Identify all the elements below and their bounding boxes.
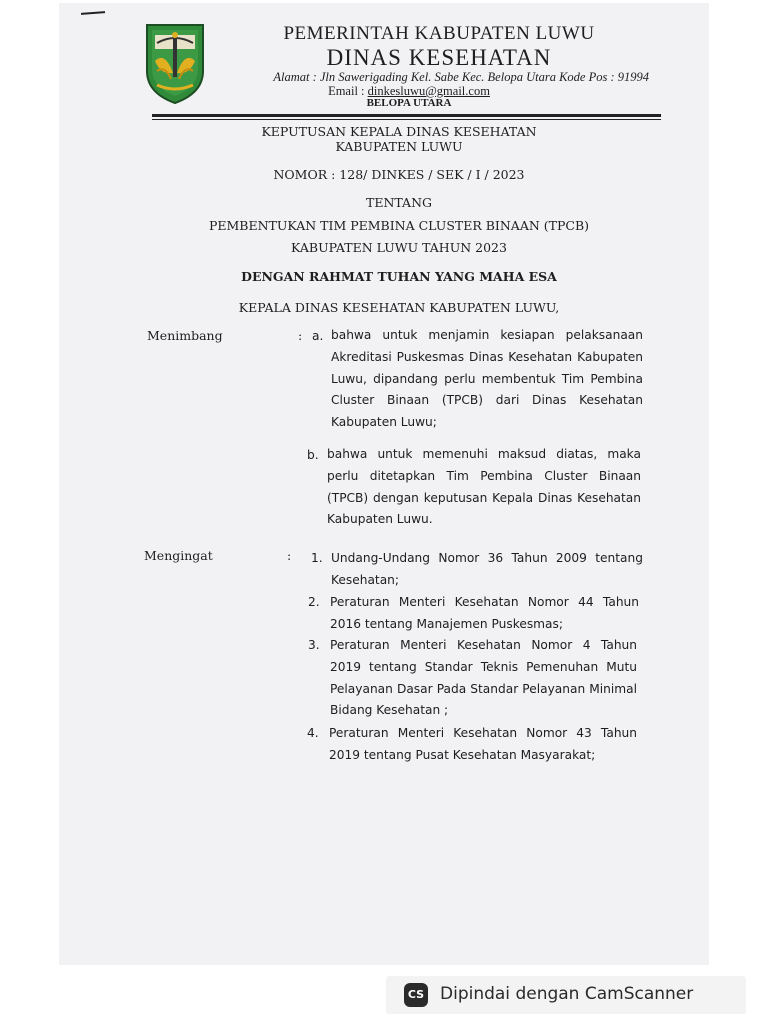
decree-number: NOMOR : 128/ DINKES / SEK / I / 2023 bbox=[273, 167, 525, 182]
list-item-marker: b. bbox=[307, 448, 319, 462]
list-item: Peraturan Menteri Kesehatan Nomor 43 Tahun 2019 tentang Pusat Kesehatan Masyarakat; bbox=[329, 726, 637, 762]
email-label: Email : bbox=[328, 84, 365, 98]
camscanner-watermark bbox=[386, 976, 746, 1014]
decree-title: KEPUTUSAN KEPALA DINAS KESEHATAN bbox=[261, 124, 537, 139]
list-item-marker: 4. bbox=[307, 726, 319, 740]
decree-title-region: KABUPATEN LUWU bbox=[335, 139, 463, 154]
list-item: Undang-Undang Nomor 36 Tahun 2009 tentang Kesehatan; bbox=[331, 551, 643, 587]
pen-mark bbox=[81, 11, 105, 15]
menimbang-label: Menimbang bbox=[147, 328, 223, 343]
office-name: DINAS KESEHATAN bbox=[326, 45, 552, 70]
decree-subject: PEMBENTUKAN TIM PEMBINA CLUSTER BINAAN (TPCB) bbox=[208, 218, 590, 233]
mengingat-label: Mengingat bbox=[144, 548, 213, 563]
office-address: Alamat : Jln Sawerigading Kel. Sabe Kec. Belopa Utara Kode Pos : 91994 bbox=[273, 70, 649, 84]
camscanner-logo-icon: CS bbox=[404, 983, 428, 1007]
list-item: Peraturan Menteri Kesehatan Nomor 44 Tahun 2016 tentang Manajemen Puskesmas; bbox=[330, 595, 639, 631]
mengingat-colon: : bbox=[287, 548, 292, 563]
document-page bbox=[59, 3, 709, 965]
list-item-marker: 1. bbox=[311, 551, 323, 565]
luwu-regency-emblem-icon bbox=[143, 21, 207, 105]
authority-heading: KEPALA DINAS KESEHATAN KABUPATEN LUWU, bbox=[238, 300, 560, 315]
list-item-marker: 2. bbox=[308, 595, 320, 609]
email-address: dinkesluwu@gmail.com bbox=[367, 84, 490, 98]
blessing-heading: DENGAN RAHMAT TUHAN YANG MAHA ESA bbox=[241, 269, 557, 284]
list-item: bahwa untuk menjamin kesiapan pelaksanaan Akreditasi Puskesmas Dinas Kesehatan Kabupaten Luwu, dipandang perlu membentuk Tim Pembina Cluster Binaan (TPCB) dari Dinas Kesehatan Kabupaten Luwu; bbox=[331, 328, 643, 430]
camscanner-label: Dipindai dengan CamScanner bbox=[440, 984, 694, 1004]
letterhead-rule-thick bbox=[152, 114, 661, 117]
tentang-heading: TENTANG bbox=[365, 195, 432, 210]
list-item-marker: a. bbox=[312, 329, 324, 343]
city-name: BELOPA UTARA bbox=[366, 97, 452, 109]
list-item-marker: 3. bbox=[308, 638, 320, 652]
decree-subject-year: KABUPATEN LUWU TAHUN 2023 bbox=[291, 240, 507, 255]
government-name: PEMERINTAH KABUPATEN LUWU bbox=[283, 23, 595, 44]
list-item: Peraturan Menteri Kesehatan Nomor 4 Tahun 2019 tentang Standar Teknis Pemenuhan Mutu Pelayanan Dasar Pada Standar Pelayanan Minimal Bidang Kesehatan ; bbox=[330, 638, 637, 718]
menimbang-colon: : bbox=[298, 328, 303, 343]
letterhead-rule-thin bbox=[152, 119, 661, 120]
list-item: bahwa untuk memenuhi maksud diatas, maka perlu ditetapkan Tim Pembina Cluster Binaan (TPCB) dengan keputusan Kepala Dinas Kesehatan Kabupaten Luwu. bbox=[327, 447, 641, 527]
